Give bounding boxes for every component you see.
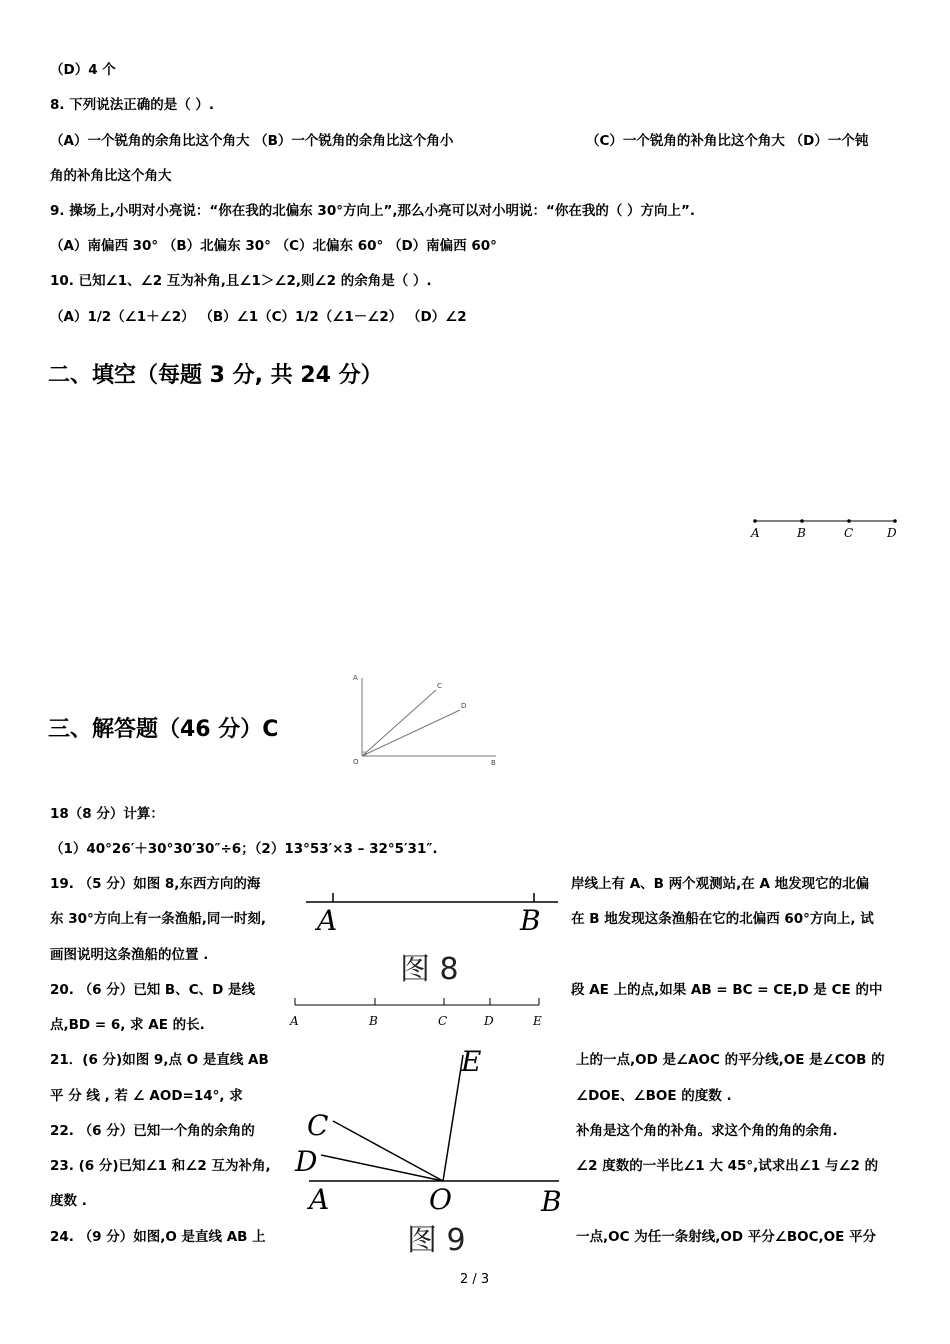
fig9-label-a: A (309, 1183, 330, 1216)
fig8-label-a: A (317, 904, 338, 937)
segment-label-b: B (369, 1014, 378, 1028)
fig8-label-b: B (520, 904, 541, 937)
q8-stem: 8. 下列说法正确的是（ ）. (50, 97, 215, 113)
angle-small-figure (350, 670, 510, 770)
fig8-caption: 图 8 (400, 952, 459, 987)
q20-right: 段 AE 上的点,如果 AB = BC = CE,D 是 CE 的中 (571, 982, 883, 998)
segment-label-e: E (533, 1014, 542, 1028)
q10-options: （A）1/2（∠1＋∠2） （B）∠1（C）1/2（∠1－∠2） （D）∠2 (50, 309, 467, 325)
figure-9 (295, 1045, 575, 1260)
q22-right: 补角是这个角的补角。求这个角的角的余角. (576, 1123, 838, 1139)
q19-left-2: 东 30°方向上有一条渔船,同一时刻, (50, 911, 266, 927)
angle-label-c: C (437, 682, 442, 690)
q10-stem: 10. 已知∠1、∠2 互为补角,且∠1＞∠2,则∠2 的余角是（ ）. (50, 273, 432, 289)
angle-label-o: O (353, 758, 359, 766)
segment-label-a: A (290, 1014, 299, 1028)
q7-option-d: （D）4 个 (50, 62, 116, 78)
q19-end: 画图说明这条渔船的位置 . (50, 947, 209, 963)
fig9-label-b: B (541, 1185, 562, 1218)
abcd-label-d: D (887, 526, 897, 540)
segment-label-d: D (484, 1014, 494, 1028)
angle-label-d: D (461, 702, 467, 710)
q23-end: 度数 . (50, 1193, 87, 1209)
q9-options: （A）南偏西 30° （B）北偏东 30° （C）北偏东 60° （D）南偏西 60° (50, 238, 497, 254)
segment-label-c: C (438, 1014, 448, 1028)
q8-options-ab: （A）一个锐角的余角比这个角大 （B）一个锐角的余角比这个角小 (50, 133, 454, 149)
q18-stem: 18（8 分）计算： (50, 806, 164, 822)
q8-options-cd: （C）一个锐角的补角比这个角大 （D）一个钝 (586, 133, 869, 149)
abcd-label-c: C (844, 526, 854, 540)
abcd-line-figure (750, 512, 910, 542)
fig9-label-e: E (461, 1045, 482, 1078)
page-number: 2 / 3 (460, 1272, 490, 1287)
q19-right-2: 在 B 地发现这条渔船在它的北偏西 60°方向上, 试 (571, 911, 874, 927)
figure-8 (300, 885, 560, 985)
fig9-label-d: D (295, 1145, 318, 1178)
q8-wrap: 角的补角比这个角大 (50, 168, 172, 184)
q21-left-2: 平 分 线 , 若 ∠ AOD=14°, 求 (50, 1088, 243, 1104)
answer-section-title: 三、解答题（46 分）C (48, 717, 279, 742)
q21-left: 21．(6 分)如图 9,点 O 是直线 AB (50, 1052, 269, 1068)
q21-right-2: ∠DOE、∠BOE 的度数 . (576, 1088, 732, 1104)
fill-section-title: 二、填空（每题 3 分, 共 24 分） (48, 363, 383, 388)
q19-left: 19. （5 分）如图 8,东西方向的海 (50, 876, 261, 892)
q23-right: ∠2 度数的一半比∠1 大 45°,试求出∠1 与∠2 的 (576, 1158, 879, 1174)
q22-left: 22. （6 分）已知一个角的余角的 (50, 1123, 255, 1139)
abcd-label-a: A (751, 526, 760, 540)
q20-left: 20. （6 分）已知 B、C、D 是线 (50, 982, 256, 998)
q9-stem: 9. 操场上,小明对小亮说：“你在我的北偏东 30°方向上”,那么小亮可以对小明说：“你在我的（ ）方向上”. (50, 203, 696, 219)
fig9-caption: 图 9 (407, 1223, 466, 1258)
angle-label-b: B (491, 759, 496, 767)
segment-ae-figure (287, 993, 547, 1033)
fig9-label-c: C (307, 1109, 329, 1142)
angle-label-a: A (353, 674, 358, 682)
q18-parts: （1）40°26′＋30°30′30″÷6；（2）13°53′×3 – 32°5′31″. (50, 841, 438, 857)
abcd-label-b: B (797, 526, 806, 540)
fig9-label-o: O (429, 1183, 452, 1216)
q24-left: 24. （9 分）如图,O 是直线 AB 上 (50, 1229, 266, 1245)
q24-right: 一点,OC 为任一条射线,OD 平分∠BOC,OE 平分 (576, 1229, 877, 1245)
q20-end: 点,BD = 6, 求 AE 的长. (50, 1017, 205, 1033)
q23-left: 23. (6 分)已知∠1 和∠2 互为补角, (50, 1158, 271, 1174)
q21-right: 上的一点,OD 是∠AOC 的平分线,OE 是∠COB 的 (576, 1052, 885, 1068)
q19-right: 岸线上有 A、B 两个观测站,在 A 地发现它的北偏 (571, 876, 870, 892)
